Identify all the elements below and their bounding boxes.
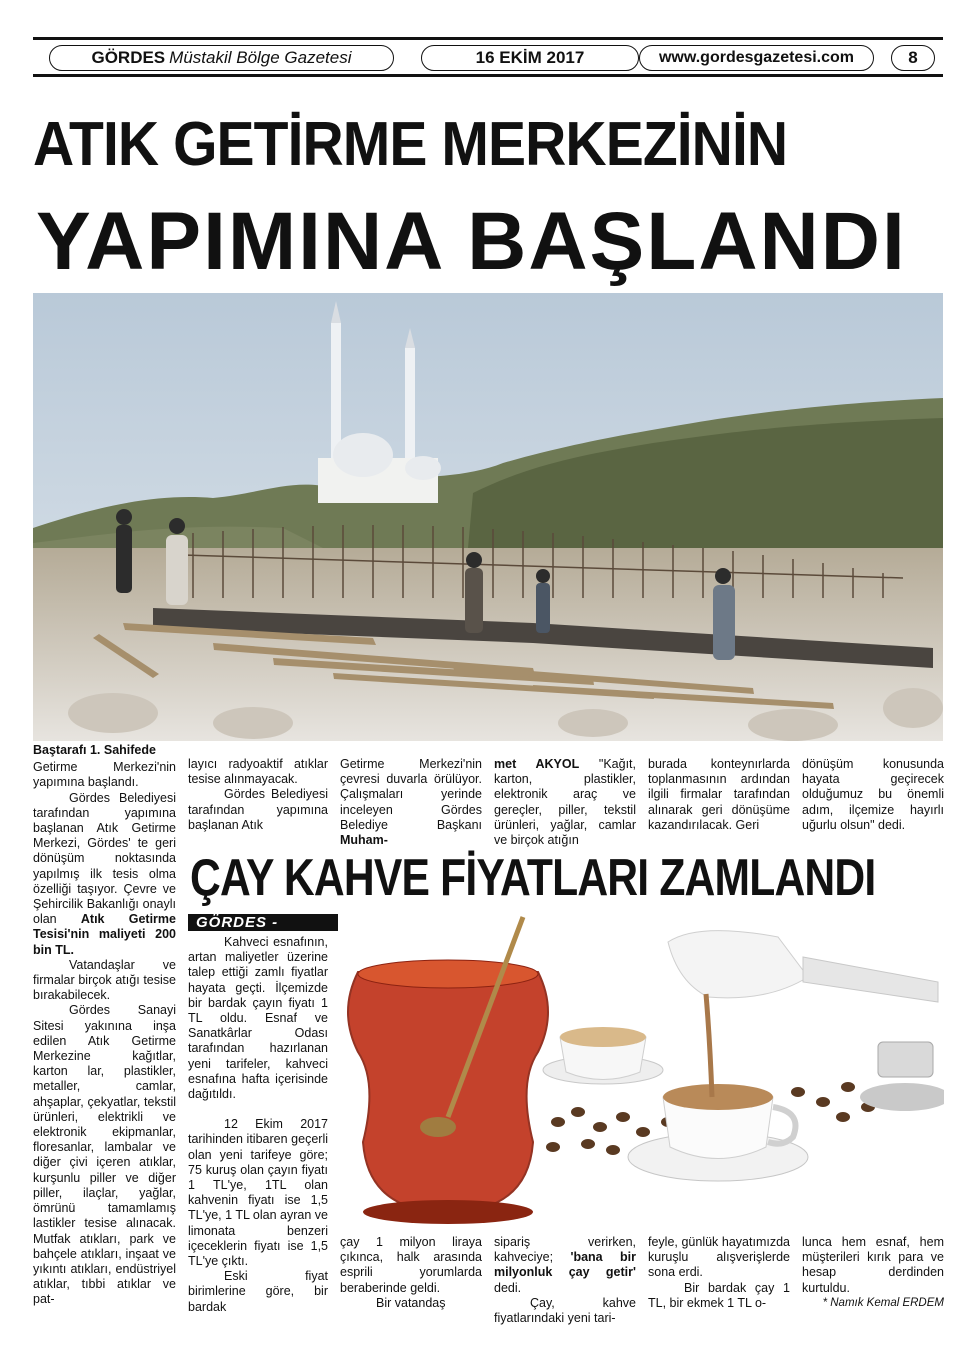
article1-paragraph: met AKYOL "Kağıt, karton, plastikler, elektronik araç ve gereçler, piller, tekstil ürünleri, yağlar, camlar ve birçok atığın	[494, 757, 636, 848]
headline-line-2: YAPIMINA BAŞLANDI	[36, 196, 907, 287]
article1-column-3	[340, 757, 482, 848]
article1-paragraph: Getirme Merkezi'nin çevresi duvarla örülüyor. Çalışmaları yerinde inceleyen Gördes Belediye Başkanı Muham-	[340, 757, 482, 848]
article2-headline: ÇAY KAHVE FİYATLARI ZAMLANDI	[190, 849, 876, 907]
article1-paragraph: Vatandaşlar ve firmalar birçok atığı tesise bırakabilecek.	[33, 957, 176, 1003]
article1-column-1	[33, 743, 176, 1343]
article2-paragraph: feyle, günlük hayatımızda kuruşlu alışverişlerde sona erdi.	[648, 1235, 790, 1280]
author-signature: * Namık Kemal ERDEM	[822, 1296, 944, 1309]
article2-column-1	[188, 935, 328, 1315]
article1-paragraph: dönüşüm konusunda hayata geçirecek olduğumuz bu önemli adım, ilçemize hayırlı uğurlu olsun" dedi.	[802, 757, 944, 832]
article1-paragraph: Getirme Merkezi'nin yapımına başlandı.	[33, 760, 176, 790]
article1-paragraph: Gördes Belediyesi tarafından yapımına başlanan Atık	[188, 787, 328, 832]
article2-paragraph: Eski fiyat birimlerine göre, bir bardak	[188, 1269, 328, 1314]
article2-paragraph: Kahveci esnafının, artan maliyetler üzerine talep ettiği zamlı fiyatlar hayata geçti. İlçemizde bir bardak çayın fiyatı 1 TL oldu. Esnaf ve Sanatkârlar Odası tarafından hazırlanan yeni tarifeler, kahveci esnafına hafta içerisinde dağıtıldı.	[188, 935, 328, 1102]
article1-paragraph: layıcı radyoaktif atıklar tesise alınmayacak.	[188, 757, 328, 787]
article2-paragraph: Bir bardak çay 1 TL, bir ekmek 1 TL o-	[648, 1280, 790, 1310]
article1-column-6	[802, 757, 944, 833]
paper-name: GÖRDES	[91, 48, 166, 67]
tea-coffee-photo	[338, 912, 944, 1230]
article2-paragraph: sipariş verirken, kahveciye; 'bana bir milyonluk çay getir' dedi.	[494, 1235, 636, 1295]
article1-paragraph: Gördes Belediyesi tarafından yapımına başlanan Atık Getirme Merkezi, Gördes' te geri dönüşüm noktasında yapılmış ilk tesis olma özelliği taşıyor. Çevre ve Şehircilik Bakanlığı onaylı olan Atık Getirme Tesisi'nin maliyeti 200 bin TL.	[33, 790, 176, 957]
article2-kicker: GÖRDES -	[188, 914, 338, 931]
article2-column-5	[802, 1235, 944, 1311]
construction-site-illustration	[33, 293, 943, 741]
article2-column-4	[648, 1235, 790, 1311]
article2-paragraph: Çay, kahve fiyatlarındaki yeni tari-	[494, 1295, 636, 1326]
article1-paragraph: Gördes Sanayi Sitesi yakınına inşa edilen Atık Getirme Merkezine kağıtlar, karton lar, plastikler, metaller, camlar, ahşaplar, çekyatlar, tekstil ürünleri, elektrikli ve elektronik ekipmanlar, floresanlar, lambalar ve diğer çivi içeren atıklar, kurşunlu piller ve diğer piller, ilaçlar, yağlar, ömrünü tamamlamış lastikler tesise alınacak. Mutfak atıkları, park ve bahçele atıkları, inşaat ve yıkıntı atıkları, endüstriyel atıklar, tıbbi atıklar ve pat-	[33, 1003, 176, 1307]
article2-column-2	[340, 1235, 482, 1311]
article2-column-3	[494, 1235, 636, 1326]
tea-coffee-illustration	[338, 912, 944, 1230]
article2-paragraph: 12 Ekim 2017 tarihinden itibaren geçerli olan yeni tarifeye göre; 75 kuruş olan çayın fiyatı 1 TL'ye, 1TL olan kahvenin fiyatı ise 1,5 TL'ye, 1 TL olan ayran ve limonata benzeri içeceklerin fiyatı ise 1,5 TL'ye çıktı.	[188, 1117, 328, 1269]
article2-paragraph: Bir vatandaş	[376, 1295, 446, 1310]
article1-column-2	[188, 757, 328, 833]
article1-paragraph: burada konteynırlarda toplanmasının ardından ilgili firmalar tarafından alınarak geri dönüşüme kazandırılacak. Geri	[648, 757, 790, 832]
page-number: 8	[891, 45, 935, 71]
masthead-strip	[33, 37, 943, 77]
article1-column-5	[648, 757, 790, 833]
article2-paragraph: çay 1 milyon liraya çıkınca, halk arasında esprili yorumlarda beraberinde geldi.	[340, 1235, 482, 1295]
paper-name-pill	[49, 45, 394, 71]
headline-line-1: ATIK GETİRME MERKEZİNİN	[33, 110, 788, 179]
article1-column-4	[494, 757, 636, 848]
paper-subtitle: Müstakil Bölge Gazetesi	[169, 48, 352, 67]
article2-paragraph: lunca hem esnaf, hem müşterileri kırık para ve hesap derdinden kurtuldu.	[802, 1235, 944, 1295]
website-link[interactable]: www.gordesgazetesi.com	[639, 45, 874, 71]
issue-date: 16 EKİM 2017	[421, 45, 639, 71]
continued-from-label: Baştarafı 1. Sahifede	[33, 743, 156, 757]
construction-site-photo	[33, 293, 943, 741]
